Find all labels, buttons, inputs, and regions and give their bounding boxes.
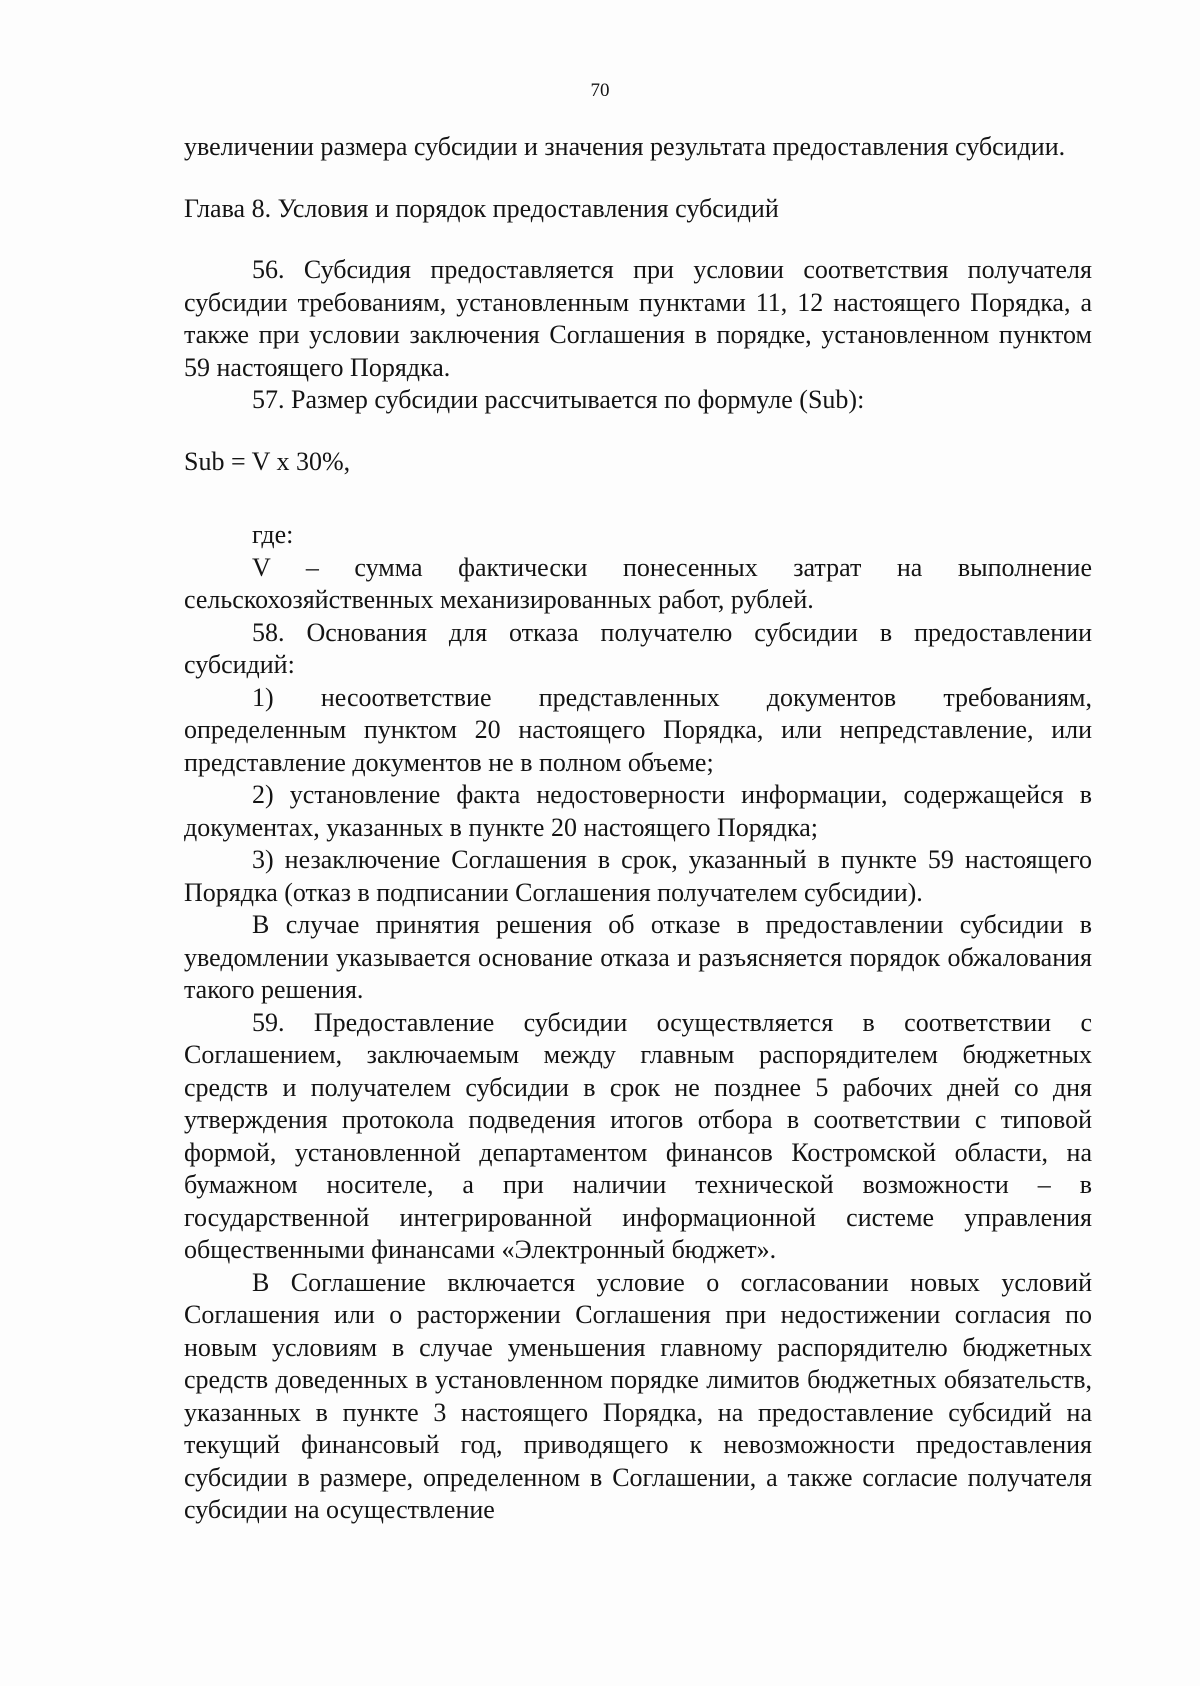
paragraph-refusal-notice: В случае принятия решения об отказе в предоставлении субсидии в уведомлении указывается основание отказа и разъясняется порядок обжалования такого решения. (184, 910, 1092, 1004)
formula-variable-v: V – сумма фактически понесенных затрат на выполнение сельскохозяйственных механизированных работ, рублей. (184, 552, 1092, 614)
paragraph-59: 59. Предоставление субсидии осуществляется в соответствии с Соглашением, заключаемым между главным распорядителем бюджетных средств и получателем субсидии в срок не позднее 5 рабочих дней со дня утверждения протокола подведения итогов отбора в соответствии с типовой формой, установленной департаментом финансов Костромской области, на бумажном носителе, а при наличии технической возможности – в государственной интегрированной информационной системе управления общественными финансами «Электронный бюджет». (184, 1007, 1092, 1264)
document-body (184, 131, 1092, 1527)
list-item-2: 2) установление факта недостоверности информации, содержащейся в документах, указанных в пункте 20 настоящего Порядка; (184, 780, 1092, 842)
page-number: 70 (590, 80, 610, 101)
list-item-3: 3) незаключение Соглашения в срок, указанный в пункте 59 настоящего Порядка (отказ в подписании Соглашения получателем субсидии). (184, 845, 1092, 907)
paragraph-57: 57. Размер субсидии рассчитывается по формуле (Sub): (252, 385, 865, 414)
paragraph-56: 56. Субсидия предоставляется при условии соответствия получателя субсидии требованиям, установленным пунктами 11, 12 настоящего Порядка, а также при условии заключения Соглашения в порядке, установленном пунктом 59 настоящего Порядка. (184, 255, 1092, 382)
list-item-1: 1) несоответствие представленных документов требованиям, определенным пунктом 20 настоящего Порядка, или непредставление, или представление документов не в полном объеме; (184, 682, 1092, 777)
paragraph-continuation: увеличении размера субсидии и значения результата предоставления субсидии. (184, 132, 1066, 161)
chapter-heading: Глава 8. Условия и порядок предоставления субсидий (184, 193, 779, 223)
paragraph-agreement-conditions: В Соглашение включается условие о согласовании новых условий Соглашения или о расторжении Соглашения при недостижении согласия по новым условиям в случае уменьшения главному распорядителю бюджетных средств доведенных в установленном порядке лимитов бюджетных обязательств, указанных в пункте 3 настоящего Порядка, на предоставление субсидий на текущий финансовый год, приводящего к невозможности предоставления субсидии в размере, определенном в Соглашении, а также согласие получателя субсидии на осуществление (184, 1267, 1092, 1524)
formula-where: где: (252, 520, 294, 549)
formula: Sub = V x 30%, (184, 446, 351, 476)
paragraph-58: 58. Основания для отказа получателю субсидии в предоставлении субсидий: (184, 617, 1092, 679)
